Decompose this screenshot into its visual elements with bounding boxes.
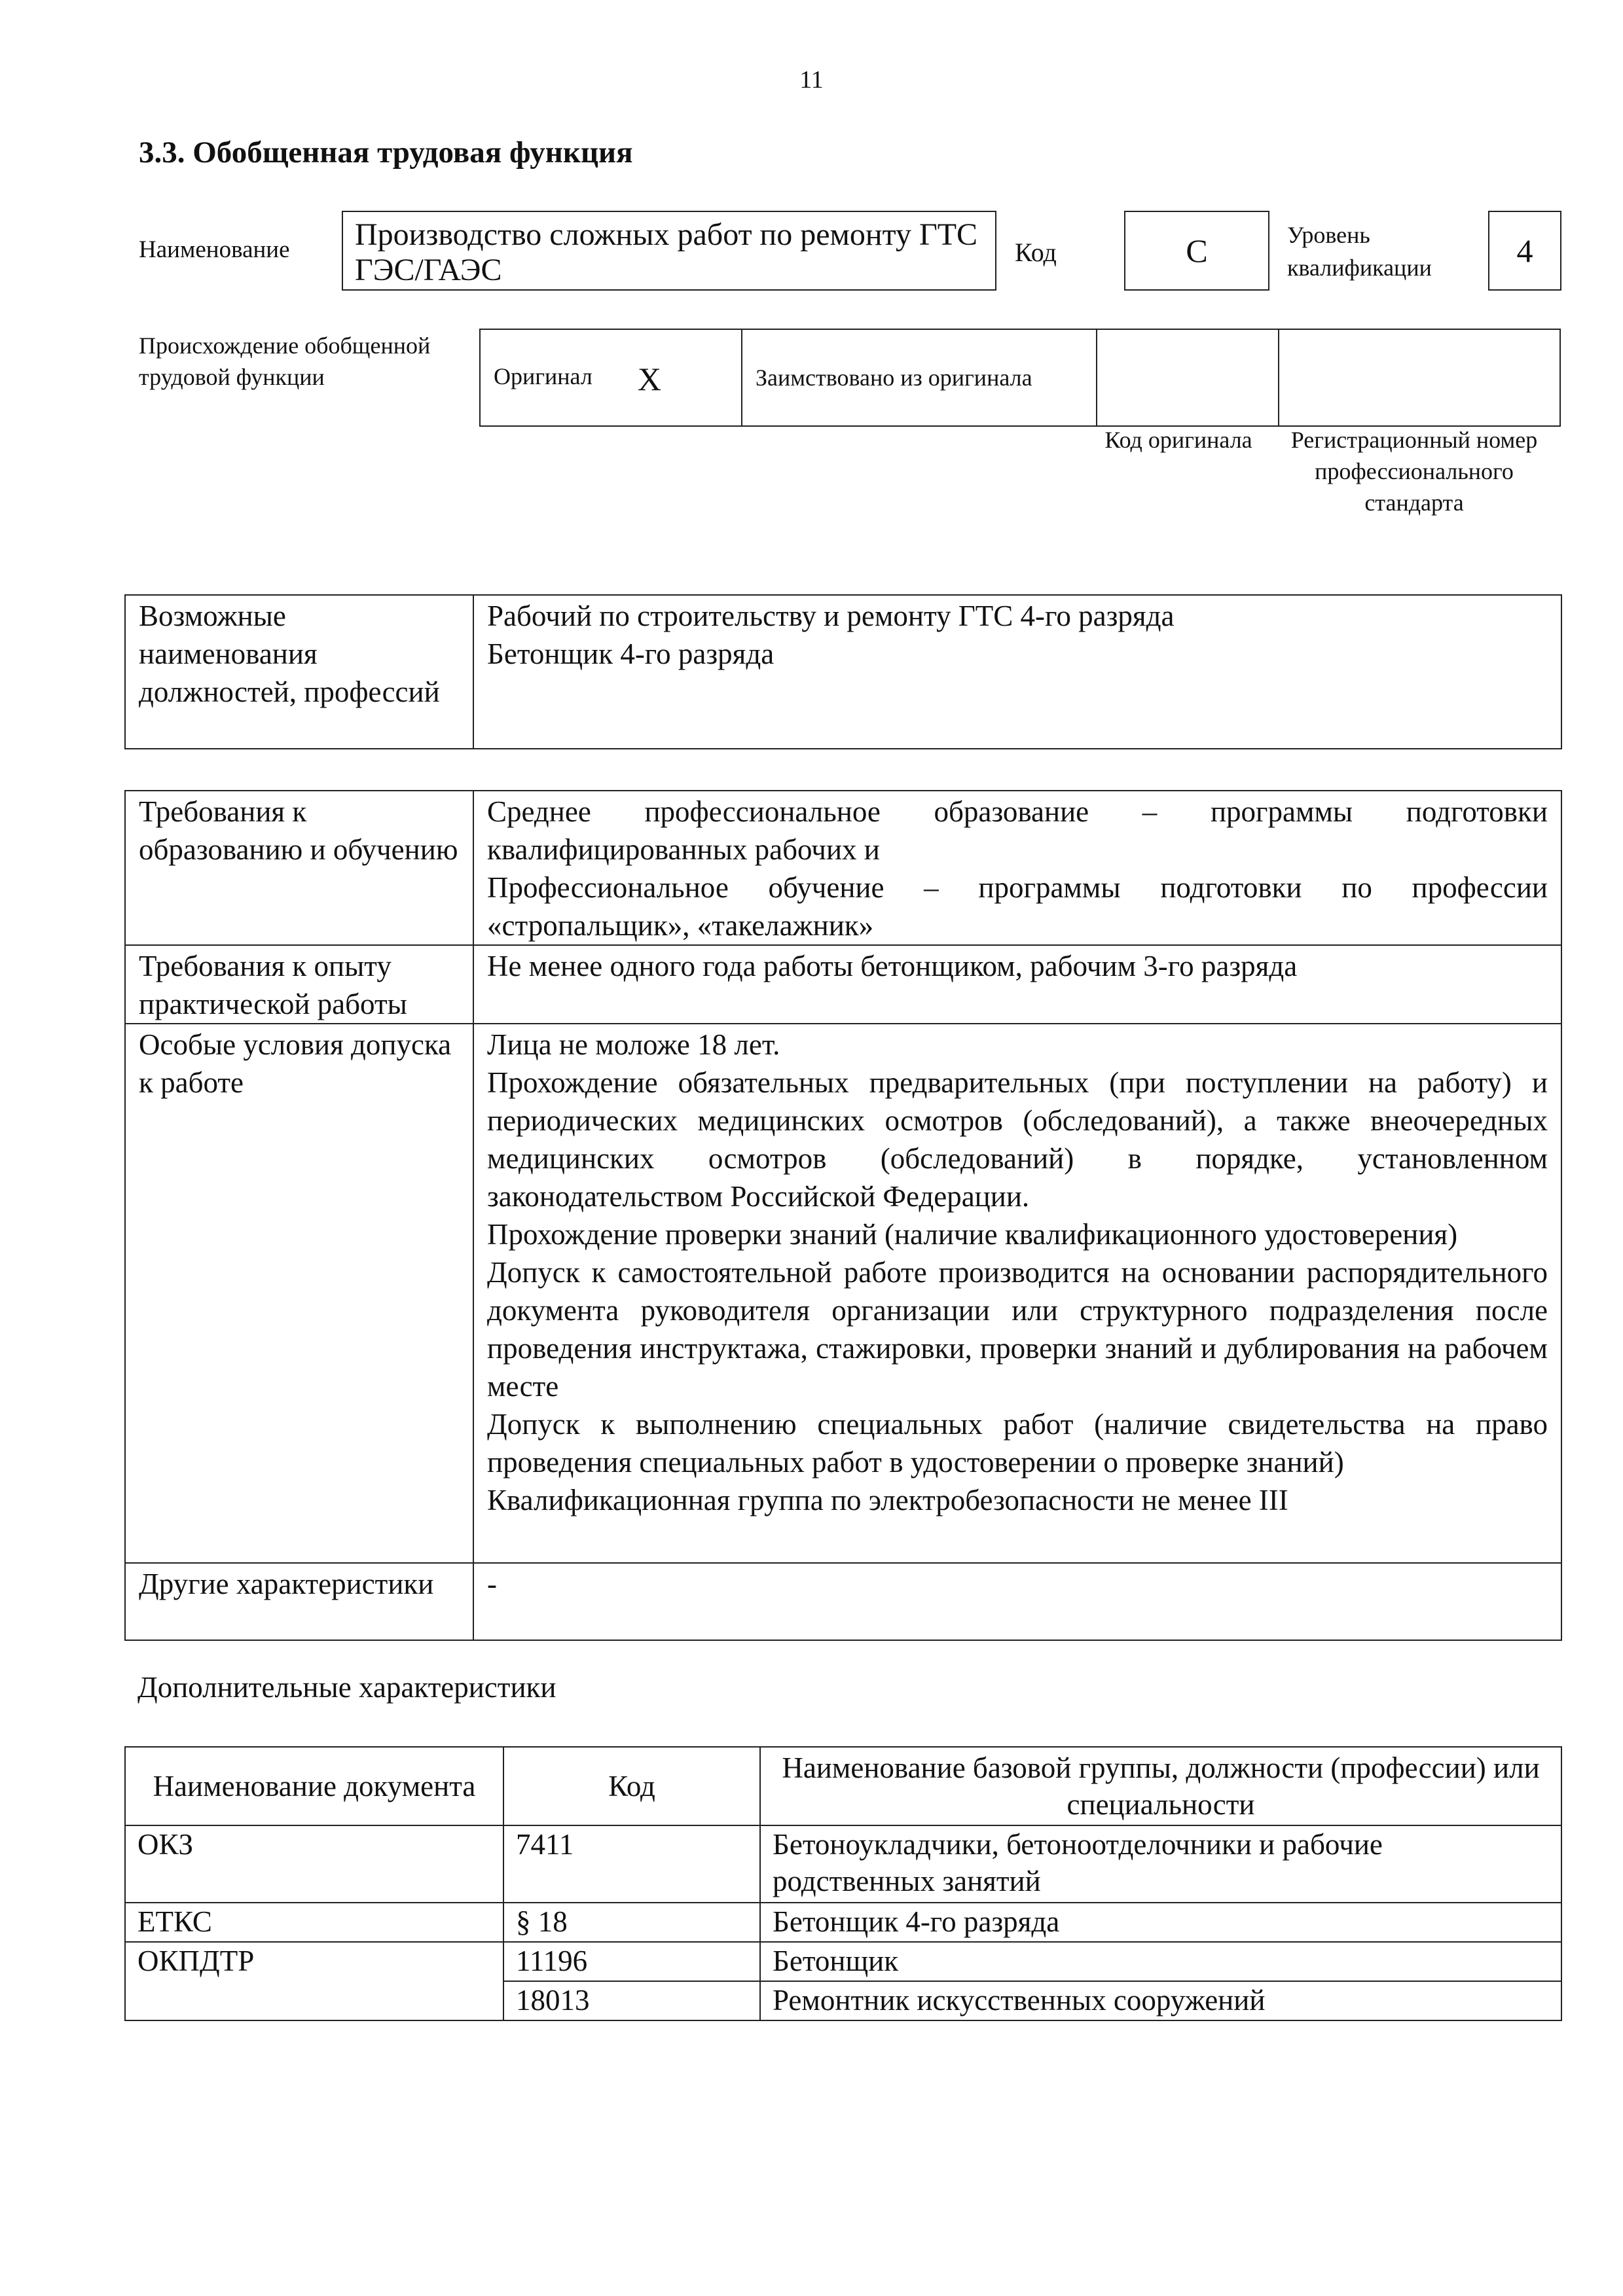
- requirements-table: [124, 790, 1562, 1641]
- header-doc: Наименование документа: [125, 1747, 503, 1825]
- reg-number-caption: Регистрационный номер профессионального стандарта: [1290, 427, 1538, 516]
- condition-line: Квалификационная группа по электробезопасности не менее III: [487, 1484, 1288, 1516]
- reg-number-cell: [1279, 329, 1560, 426]
- code-original-caption: Код оригинала: [1104, 427, 1252, 453]
- education-line: Профессиональное обучение – программы подготовки по профессии «стропальщик», «такелажник»: [487, 871, 1548, 942]
- name-label: Наименование: [139, 236, 290, 263]
- row-code: 11196: [503, 1942, 760, 1981]
- conditions-label: Особые условия допуска к работе: [125, 1024, 473, 1563]
- condition-line: Допуск к выполнению специальных работ (наличие свидетельства на право проведения специальных работ в удостоверении о проверке знаний): [487, 1408, 1548, 1479]
- row-doc: ОКПДТР: [125, 1942, 503, 2020]
- other-value: -: [473, 1563, 1561, 1640]
- row-code: § 18: [503, 1903, 760, 1942]
- row-name: Бетонщик: [760, 1942, 1561, 1981]
- origin-table: [479, 329, 1561, 427]
- education-line: Среднее профессиональное образование – программы подготовки квалифицированных рабочих и: [487, 795, 1548, 866]
- position-item: Бетонщик 4-го разряда: [487, 637, 775, 670]
- table-row: [125, 1942, 1561, 1981]
- education-label: Требования к образованию и обучению: [125, 791, 473, 945]
- position-item: Рабочий по строительству и ремонту ГТС 4-го разряда: [487, 600, 1175, 632]
- borrowed-cell: [742, 329, 1097, 426]
- condition-line: Прохождение обязательных предварительных (при поступлении на работу) и периодических медицинских осмотров (обследований), а также внеочередных медицинских осмотров (обследований) в порядке, установленном законодательством Российской Федерации.: [487, 1066, 1548, 1213]
- condition-line: Допуск к самостоятельной работе производится на основании распорядительного документа руководителя организации или структурного подразделения после проведения инструктажа, стажировки, проверки знаний и дублирования на рабочем месте: [487, 1256, 1548, 1403]
- qualification-level-box: [1488, 211, 1561, 291]
- original-cell: [480, 329, 742, 426]
- row-doc: ОКЗ: [125, 1825, 503, 1903]
- row-name: Бетонщик 4-го разряда: [760, 1903, 1561, 1942]
- additional-title: Дополнительные характеристики: [137, 1671, 556, 1704]
- qualification-level-value: 4: [1516, 232, 1533, 269]
- header-code: Код: [503, 1747, 760, 1825]
- row-name: Бетоноукладчики, бетоноотделочники и рабочие родственных занятий: [760, 1825, 1561, 1903]
- row-name: Ремонтник искусственных сооружений: [760, 1981, 1561, 2020]
- row-doc: ЕТКС: [125, 1903, 503, 1942]
- code-label: Код: [1015, 238, 1057, 267]
- positions-values: [473, 595, 1561, 749]
- education-values: [473, 791, 1561, 945]
- positions-table: [124, 594, 1562, 749]
- header-name: Наименование базовой группы, должности (профессии) или специальности: [760, 1747, 1561, 1825]
- original-mark: Х: [637, 360, 661, 397]
- code-original-cell: [1097, 329, 1279, 426]
- function-name-box: Производство сложных работ по ремонту ГТС ГЭС/ГАЭС: [342, 211, 996, 291]
- condition-line: Лица не моложе 18 лет.: [487, 1028, 780, 1061]
- experience-value: Не менее одного года работы бетонщиком, рабочим 3-го разряда: [473, 945, 1561, 1024]
- origin-label: Происхождение обобщенной трудовой функции: [139, 332, 431, 390]
- qualification-level-label: Уровень квалификации: [1287, 222, 1432, 281]
- row-code: 7411: [503, 1825, 760, 1903]
- experience-label: Требования к опыту практической работы: [125, 945, 473, 1024]
- code-value: С: [1186, 232, 1208, 269]
- positions-label: Возможные наименования должностей, профессий: [125, 595, 473, 749]
- section-title: 3.3. Обобщенная трудовая функция: [139, 135, 633, 170]
- table-row: [125, 1825, 1561, 1903]
- other-label: Другие характеристики: [125, 1563, 473, 1640]
- table-row: [125, 1903, 1561, 1942]
- page-number: 11: [799, 66, 824, 94]
- conditions-values: [473, 1024, 1561, 1563]
- condition-line: Прохождение проверки знаний (наличие квалификационного удостоверения): [487, 1218, 1458, 1251]
- borrowed-label: Заимствовано из оригинала: [756, 365, 1032, 391]
- row-code: 18013: [503, 1981, 760, 2020]
- code-box: [1124, 211, 1269, 291]
- additional-table: [124, 1746, 1562, 2021]
- original-label: Оригинал: [494, 363, 593, 390]
